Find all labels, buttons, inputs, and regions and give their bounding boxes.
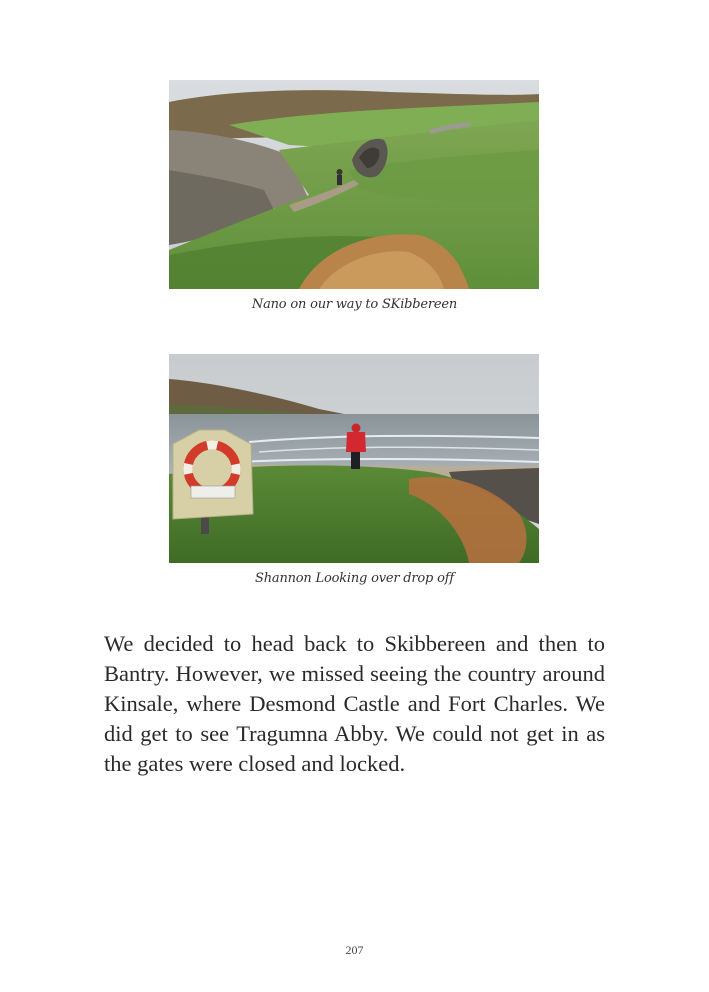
photo-coastal-path: [169, 80, 539, 289]
body-paragraph: We decided to head back to Skibbereen and then to Bantry. However, we missed seeing the country around Kinsale, where Desmond Castle and Fort Charles. We did get to see Tragumna Abby. We could not get in as the gates were closed and locked.: [104, 631, 605, 776]
page-number: 207: [345, 943, 364, 957]
figure-caption: Nano on our way to SKibbereen: [251, 297, 458, 312]
photo-beach-overlook: [169, 354, 539, 563]
figure-caption: Shannon Looking over drop off: [255, 571, 454, 586]
